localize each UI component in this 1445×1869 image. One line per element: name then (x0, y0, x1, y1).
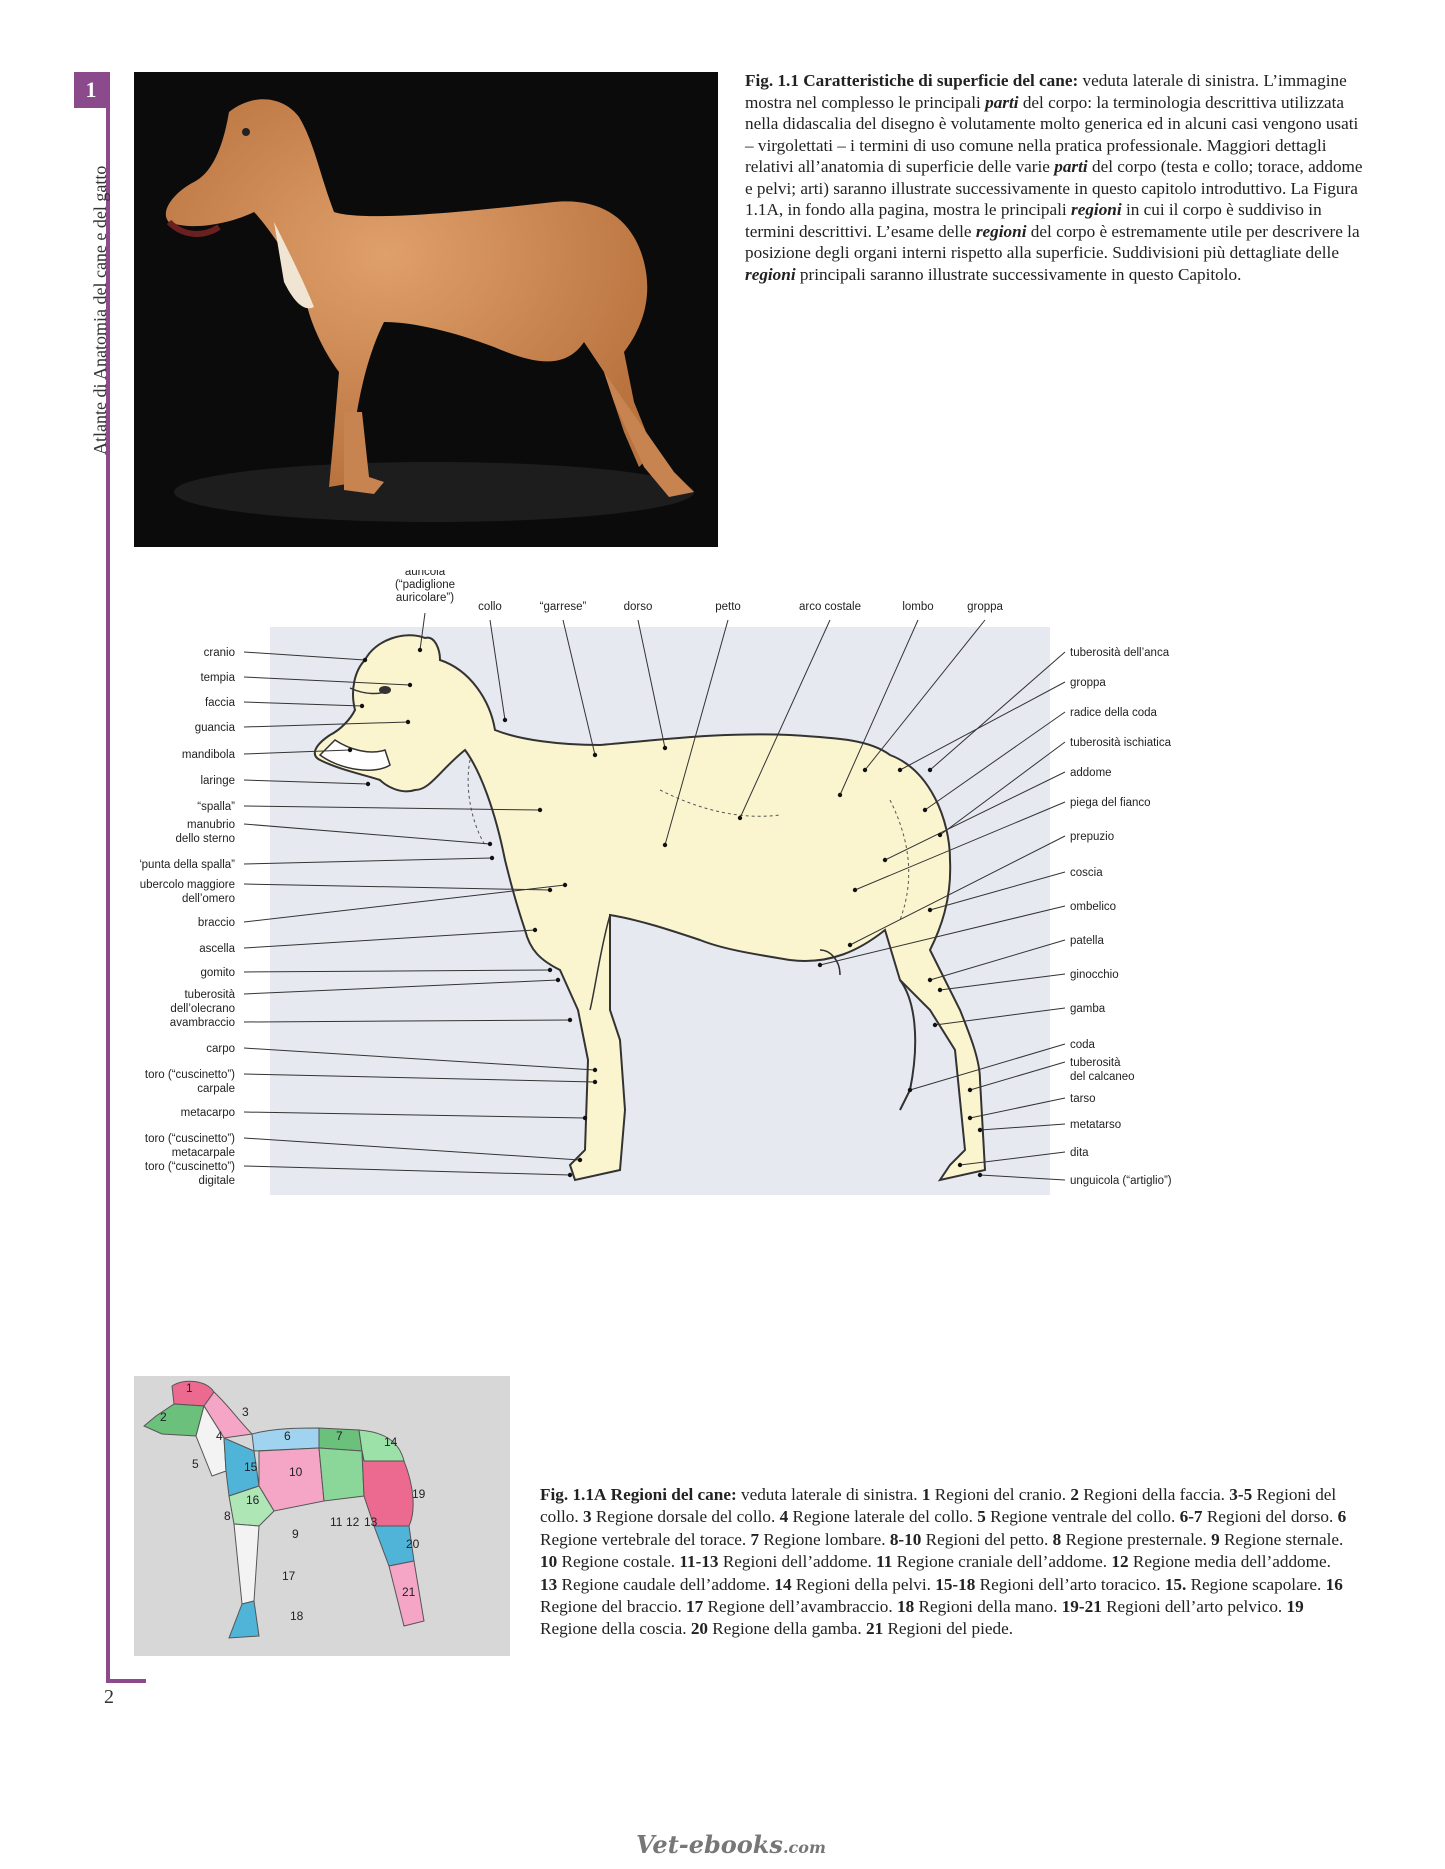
leader-dot (533, 928, 537, 932)
left-label: tubercolo maggiore (140, 879, 235, 891)
leader-dot (408, 683, 412, 687)
leader-dot (593, 1080, 597, 1084)
top-label: “garrese” (539, 601, 587, 613)
leader-dot (490, 856, 494, 860)
margin-rule-foot (106, 1679, 146, 1683)
leader-dot (853, 888, 857, 892)
right-label: tuberosità ischiatica (1070, 737, 1171, 749)
leader-dot (738, 816, 742, 820)
figure-1-1-caption (745, 70, 1365, 285)
figure-1-1a-caption (540, 1484, 1352, 1641)
leader-dot (978, 1173, 982, 1177)
leader-dot (863, 768, 867, 772)
left-label: metacarpale (171, 1147, 235, 1159)
region-number: 9 (292, 1527, 299, 1541)
right-label: prepuzio (1070, 831, 1115, 843)
region-number: 10 (289, 1465, 303, 1479)
left-label: cranio (203, 647, 235, 659)
leader-dot (968, 1088, 972, 1092)
leader-dot (898, 768, 902, 772)
leader-dot (663, 843, 667, 847)
leader-dot (568, 1173, 572, 1177)
top-label: groppa (967, 601, 1003, 613)
caption-label: Fig. 1.1A (540, 1485, 607, 1504)
leader-dot (968, 1116, 972, 1120)
caption-title: Caratteristiche di superficie del cane: (803, 71, 1079, 90)
leader-dot (933, 1023, 937, 1027)
right-label: patella (1070, 935, 1104, 947)
right-label: coda (1070, 1039, 1095, 1051)
leader-dot (366, 782, 370, 786)
region-number: 17 (282, 1569, 296, 1583)
region-number: 4 (216, 1429, 223, 1443)
left-label: avambraccio (169, 1017, 235, 1029)
leader-dot (663, 746, 667, 750)
region-number: 1 (186, 1381, 193, 1395)
right-label: ombelico (1070, 901, 1117, 913)
leader-dot (978, 1128, 982, 1132)
left-label: tuberosità (184, 989, 235, 1001)
leader-dot (938, 988, 942, 992)
leader-dot (818, 963, 822, 967)
left-label: gomito (200, 967, 235, 979)
leader-dot (503, 718, 507, 722)
top-label: (“padiglione (394, 579, 456, 591)
leader-dot (928, 908, 932, 912)
chapter-number-badge: 1 (74, 72, 108, 108)
running-title: Atlante di Anatomia del cane e del gatto (90, 165, 110, 455)
top-label: collo (478, 601, 502, 613)
right-label: groppa (1070, 677, 1106, 689)
leader-dot (548, 888, 552, 892)
right-label: dita (1070, 1147, 1089, 1159)
region-number: 2 (160, 1410, 167, 1424)
leader-dot (838, 793, 842, 797)
right-label: addome (1070, 767, 1112, 779)
leader-dot (928, 978, 932, 982)
region-number: 19 (412, 1487, 426, 1501)
leader-dot (908, 1088, 912, 1092)
left-label: metacarpo (180, 1107, 235, 1119)
left-label: faccia (204, 697, 235, 709)
left-label: dell’omero (181, 893, 235, 905)
left-label: ascella (199, 943, 235, 955)
leader-dot (348, 748, 352, 752)
left-label: toro (“cuscinetto”) (144, 1161, 235, 1173)
leader-dot (923, 808, 927, 812)
left-label: digitale (198, 1175, 235, 1187)
dog-regions-figure (134, 1376, 510, 1656)
right-label: gamba (1070, 1003, 1106, 1015)
right-label: del calcaneo (1070, 1071, 1135, 1083)
right-label: radice della coda (1070, 707, 1157, 719)
leader-dot (418, 648, 422, 652)
left-label: toro (“cuscinetto”) (144, 1069, 235, 1081)
page-number: 2 (104, 1686, 114, 1708)
footer-watermark-logo: Vet-ebooks.com (636, 1830, 826, 1859)
region-number: 21 (402, 1585, 416, 1599)
right-label: tarso (1070, 1093, 1096, 1105)
leader-dot (488, 842, 492, 846)
region-number: 7 (336, 1429, 343, 1443)
left-label: toro (“cuscinetto”) (144, 1133, 235, 1145)
leader-dot (556, 978, 560, 982)
left-label: “punta della spalla” (140, 859, 235, 871)
dog-photo (134, 72, 718, 547)
leader-dot (928, 768, 932, 772)
top-label: auricola (404, 570, 446, 578)
left-label: mandibola (181, 749, 235, 761)
region-number: 11 (330, 1515, 343, 1529)
right-label: coscia (1070, 867, 1103, 879)
region-number: 18 (290, 1609, 304, 1623)
region-number: 13 (364, 1515, 378, 1529)
left-label: tempia (200, 672, 235, 684)
left-label: manubrio (187, 819, 235, 831)
leader-dot (360, 704, 364, 708)
right-label: tuberosità dell’anca (1070, 647, 1170, 659)
leader-dot (578, 1158, 582, 1162)
right-label: metatarso (1070, 1119, 1122, 1131)
leader-dot (593, 1068, 597, 1072)
right-label: tuberosità (1070, 1057, 1121, 1069)
caption-label: Fig. 1.1 (745, 71, 799, 90)
leader-dot (958, 1163, 962, 1167)
region-number: 15 (244, 1460, 258, 1474)
leader-dot (563, 883, 567, 887)
leader-dot (848, 943, 852, 947)
left-label: guancia (194, 722, 235, 734)
top-label: arco costale (798, 601, 862, 613)
region-number: 8 (224, 1509, 231, 1523)
left-label: carpo (206, 1043, 235, 1055)
leader-dot (883, 858, 887, 862)
leader-dot (406, 720, 410, 724)
region-number: 6 (284, 1429, 291, 1443)
leader-dot (538, 808, 542, 812)
region-number: 14 (384, 1435, 398, 1449)
caption-body: veduta laterale di sinistra. L’immagine mostra nel complesso le principali parti del corpo: la terminologia descrittiva utilizzata nella didascalia del disegno è volutamente molto generica ed in alcuni casi vengono usati – virgolettati – i termini di uso comune nella pratica professionale. Maggiori dettagli relativi all’anatomia di superficie delle varie parti del corpo (testa e collo; torace, addome e pelvi; arti) saranno illustrate successivamente in questo capitolo introduttivo. La Figura 1.1A, in fondo alla pagina, mostra le principali regioni in cui il corpo è suddiviso in termini descrittivi. L’esame delle regioni del corpo è estremamente utile per descrivere la posizione degli organi interni rispetto alla superficie. Suddivisioni più dettagliate delle regioni principali saranno illustrate successivamente in questo Capitolo. (745, 71, 1363, 284)
right-label: unguicola (“artiglio”) (1070, 1175, 1172, 1187)
caption-body: veduta laterale di sinistra. 1 Regioni del cranio. 2 Regioni della faccia. 3-5 Regioni del collo. 3 Regione dorsale del collo. 4 Regione laterale del collo. 5 Regione ventrale del collo. 6-7 Regioni del dorso. 6 Regione vertebrale del torace. 7 Regione lombare. 8-10 Regioni del petto. 8 Regione presternale. 9 Regione sternale. 10 Regione costale. 11-13 Regioni dell’addome. 11 Regione craniale dell’addome. 12 Regione media dell’addome. 13 Regione caudale dell’addome. 14 Regioni della pelvi. 15-18 Regioni dell’arto toracico. 15. Regione scapolare. 16 Regione del braccio. 17 Regione dell’avambraccio. 18 Regioni della mano. 19-21 Regioni dell’arto pelvico. 19 Regione della coscia. 20 Regione della gamba. 21 Regioni del piede. (540, 1485, 1347, 1639)
left-label: dell’olecrano (170, 1003, 235, 1015)
top-label: petto (715, 601, 741, 613)
leader-dot (593, 753, 597, 757)
leader-dot (363, 658, 367, 662)
region-number: 12 (346, 1515, 360, 1529)
right-label: ginocchio (1070, 969, 1119, 981)
left-label: dello sterno (175, 833, 235, 845)
left-label: laringe (200, 775, 235, 787)
region-number: 20 (406, 1537, 420, 1551)
region-number: 5 (192, 1457, 199, 1471)
leader-dot (568, 1018, 572, 1022)
top-label: dorso (623, 601, 653, 613)
leader-dot (583, 1116, 587, 1120)
region-number: 16 (246, 1493, 260, 1507)
dog-surface-diagram (140, 570, 1200, 1225)
top-label: lombo (902, 601, 934, 613)
left-label: braccio (197, 917, 235, 929)
leader-dot (548, 968, 552, 972)
left-label: carpale (197, 1083, 235, 1095)
left-label: “spalla” (197, 801, 235, 813)
region-number: 3 (242, 1405, 249, 1419)
caption-title: Regioni del cane: (610, 1485, 737, 1504)
right-label: piega del fianco (1070, 797, 1151, 809)
top-label: auricolare”) (395, 592, 455, 604)
leader-dot (938, 833, 942, 837)
